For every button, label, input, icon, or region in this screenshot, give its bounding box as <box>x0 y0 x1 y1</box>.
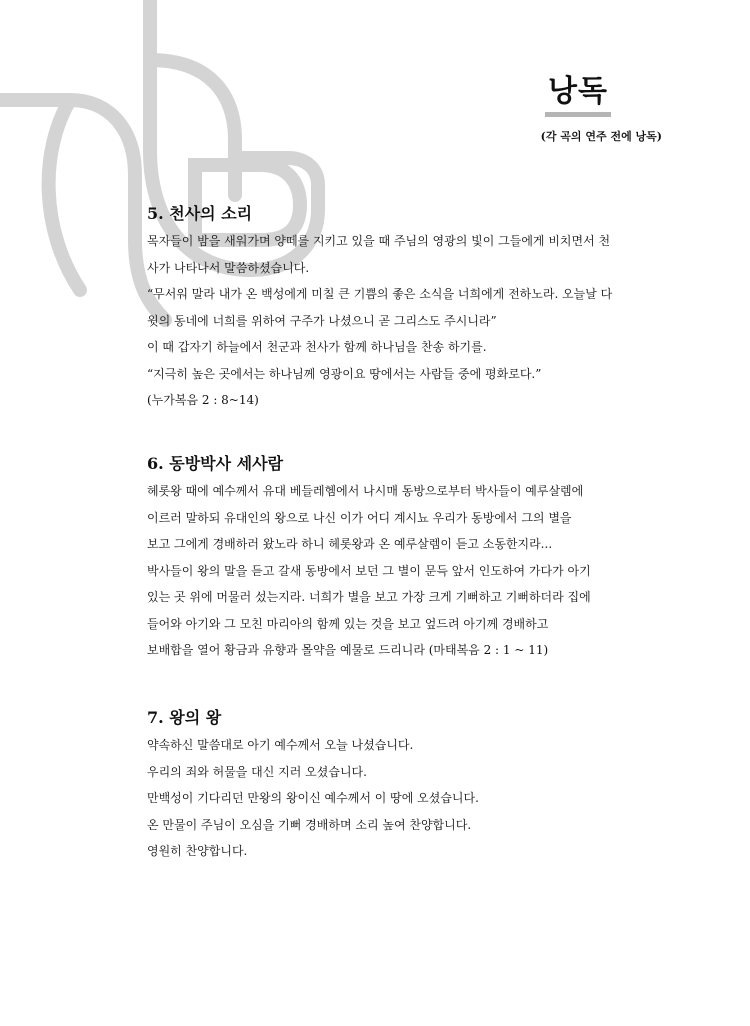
title-block <box>518 72 638 117</box>
text-line: 보배합을 열어 황금과 유향과 몰약을 예물로 드리니라 (마태복음 2 : 1 ~ 11) <box>147 643 549 657</box>
text-line: 윗의 동네에 너희를 위하여 구주가 나셨으니 곧 그리스도 주시니라” <box>147 313 497 328</box>
scripture-reference: (누가복음 2 : 8~14) <box>147 393 259 407</box>
text-line: “무서워 말라 내가 온 백성에게 미칠 큰 기쁨의 좋은 소식을 너희에게 전하노라. 오늘날 다 <box>147 287 613 301</box>
section-king-of-kings <box>147 708 647 865</box>
text-line: 목자들이 밤을 새워가며 양떼를 지키고 있을 때 주님의 영광의 빛이 그들에게 비치면서 천 <box>147 234 611 248</box>
section-angel-voice <box>147 204 647 414</box>
section-heading: 7. 왕의 왕 <box>147 708 222 727</box>
section-heading: 5. 천사의 소리 <box>147 204 253 223</box>
text-line: 만백성이 기다리던 만왕의 왕이신 예수께서 이 땅에 오셨습니다. <box>147 791 479 805</box>
text-line: 보고 그에게 경배하러 왔노라 하니 헤롯왕과 온 예루살렘이 듣고 소동한지라... <box>147 537 553 551</box>
text-line: 사가 나타나서 말씀하셨습니다. <box>147 260 310 275</box>
text-line: “지극히 높은 곳에서는 하나님께 영광이요 땅에서는 사람들 중에 평화로다.” <box>147 366 542 381</box>
text-line: 온 만물이 주님이 오심을 기뻐 경배하며 소리 높여 찬양합니다. <box>147 817 472 832</box>
text-line: 박사들이 왕의 말을 듣고 갈새 동방에서 보던 그 별이 문득 앞서 인도하여 가다가 아기 <box>147 563 591 578</box>
title-underline <box>545 112 611 117</box>
text-line: 있는 곳 위에 머물러 섰는지라. 너희가 별을 보고 가장 크게 기뻐하고 기뻐하더라 집에 <box>147 590 591 604</box>
section-three-wise-men <box>147 454 647 664</box>
text-line: 들어와 아기와 그 모친 마리아의 함께 있는 것을 보고 엎드려 아기께 경배하고 <box>147 616 549 631</box>
text-line: 헤롯왕 때에 예수께서 유대 베들레헴에서 나시매 동방으로부터 박사들이 예루살렘에 <box>147 484 584 498</box>
text-line: 이 때 갑자기 하늘에서 천군과 천사가 함께 하나님을 찬송 하기를. <box>147 340 487 354</box>
page-subtitle: (각 곡의 연주 전에 낭독) <box>540 130 662 143</box>
section-heading: 6. 동방박사 세사람 <box>147 454 284 473</box>
text-line: 영원히 찬양합니다. <box>147 844 248 858</box>
text-line: 이르러 말하되 유대인의 왕으로 나신 이가 어디 계시뇨 우리가 동방에서 그의 별을 <box>147 510 572 525</box>
page-title: 낭독 <box>548 74 608 109</box>
text-line: 우리의 죄와 허물을 대신 지러 오셨습니다. <box>147 764 367 779</box>
text-line: 약속하신 말씀대로 아기 예수께서 오늘 나셨습니다. <box>147 738 414 752</box>
